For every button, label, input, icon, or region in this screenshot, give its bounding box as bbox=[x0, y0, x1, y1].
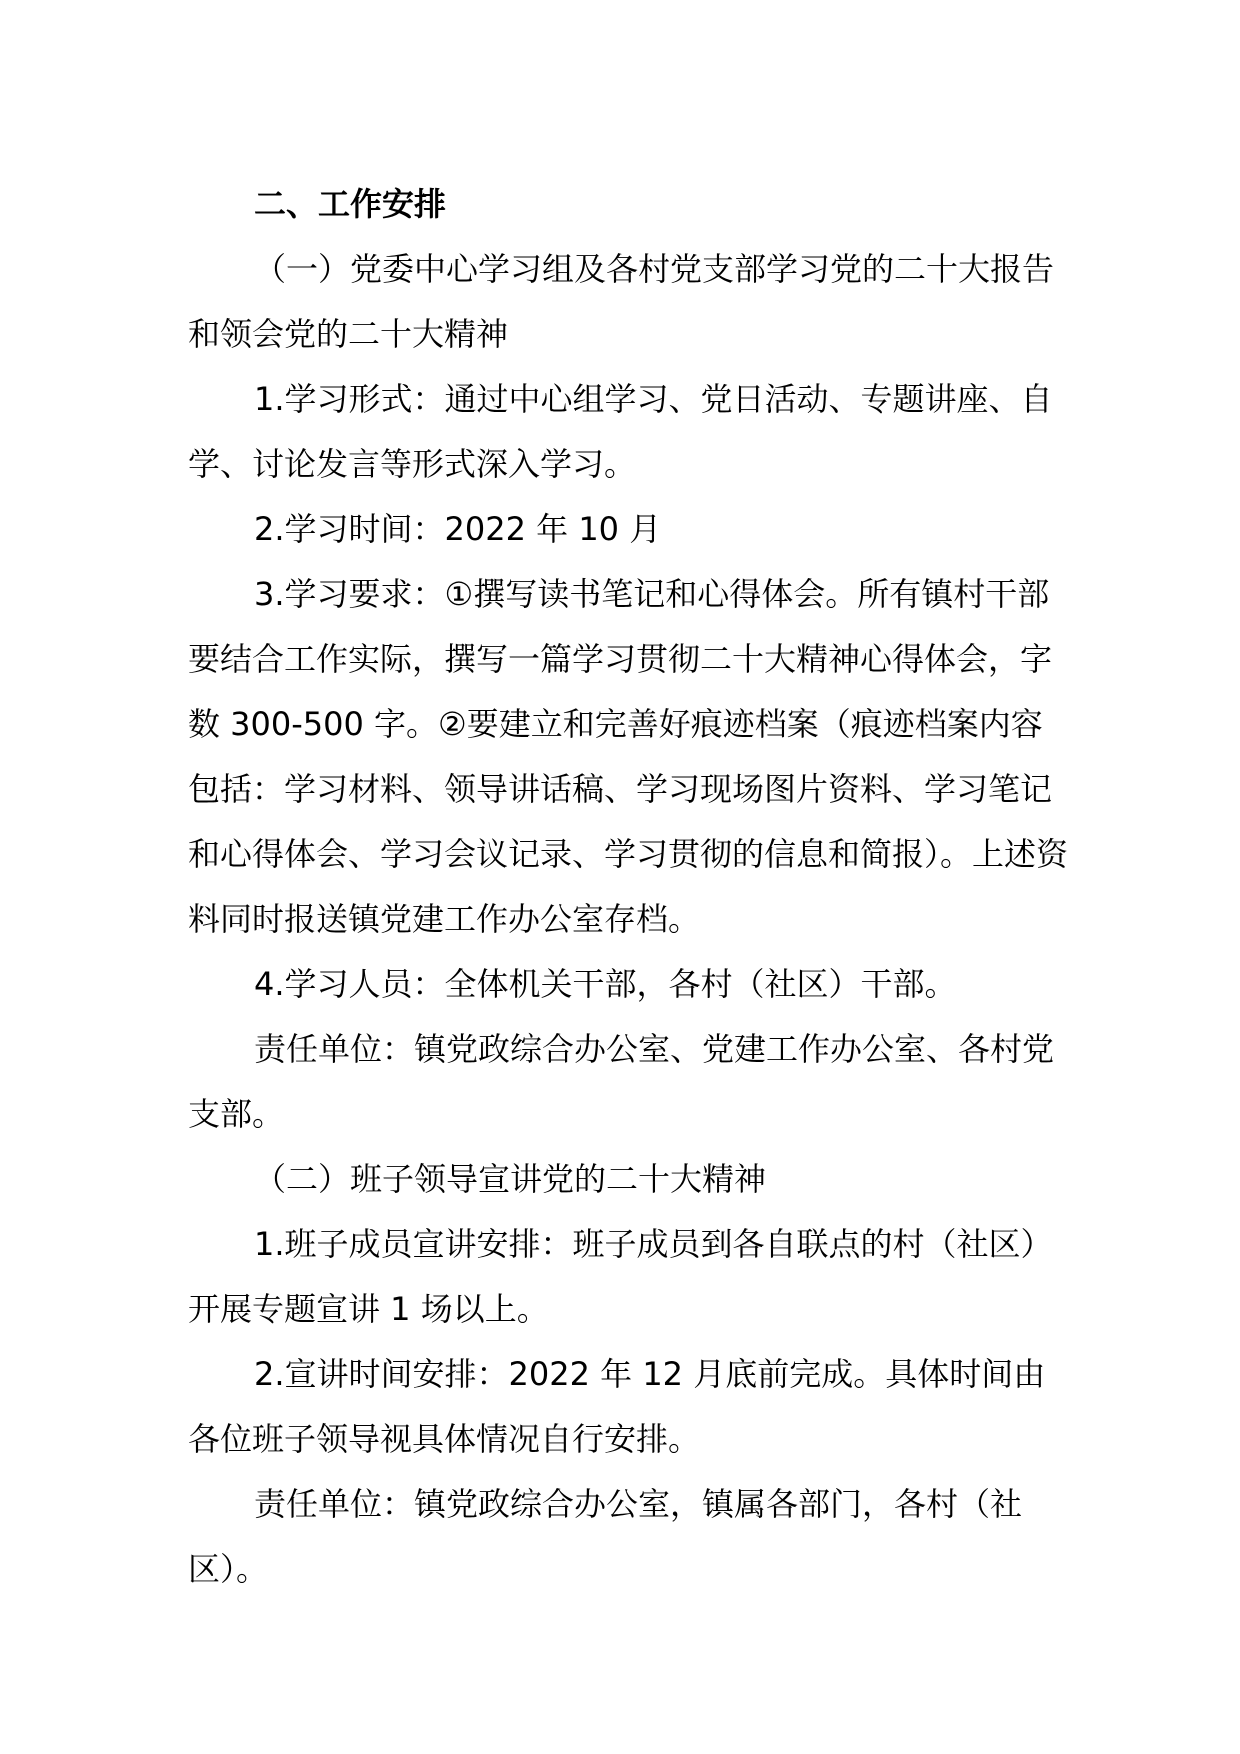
paragraph-lecture-arrangement: 1.班子成员宣讲安排：班子成员到各自联点的村（社区）开展专题宣讲 1 场以上。 bbox=[188, 1225, 1053, 1328]
paragraph-study-requirements: 3.学习要求：①撰写读书笔记和心得体会。所有镇村干部要结合工作实际，撰写一篇学习贯彻二十大精神心得体会，字数 300-500 字。②要建立和完善好痕迹档案（痕迹档案内容包括：学习材料、领导讲话稿、学习现场图片资料、学习笔记和心得体会、学习会议记录、学习贯彻的信息和简报）。上述资料同时报送镇党建工作办公室存档。 bbox=[188, 575, 1069, 938]
paragraph-subsection-1-title: （一）党委中心学习组及各村党支部学习党的二十大报告和领会党的二十大精神 bbox=[188, 250, 1055, 353]
paragraph-study-time: 2.学习时间：2022 年 10 月 bbox=[254, 510, 662, 548]
document-body bbox=[188, 172, 1068, 1602]
paragraph-lecture-time: 2.宣讲时间安排：2022 年 12 月底前完成。具体时间由各位班子领导视具体情况自行安排。 bbox=[188, 1355, 1046, 1458]
paragraph-study-personnel: 4.学习人员：全体机关干部，各村（社区）干部。 bbox=[254, 965, 957, 1003]
paragraph-subsection-2-title: （二）班子领导宣讲党的二十大精神 bbox=[254, 1160, 767, 1198]
paragraph-study-form: 1.学习形式：通过中心组学习、党日活动、专题讲座、自学、讨论发言等形式深入学习。 bbox=[188, 380, 1053, 483]
section-title: 二、工作安排 bbox=[254, 185, 447, 223]
paragraph-responsible-units-2: 责任单位：镇党政综合办公室，镇属各部门，各村（社区）。 bbox=[188, 1485, 1023, 1588]
paragraph-responsible-units-1: 责任单位：镇党政综合办公室、党建工作办公室、各村党支部。 bbox=[188, 1030, 1055, 1133]
